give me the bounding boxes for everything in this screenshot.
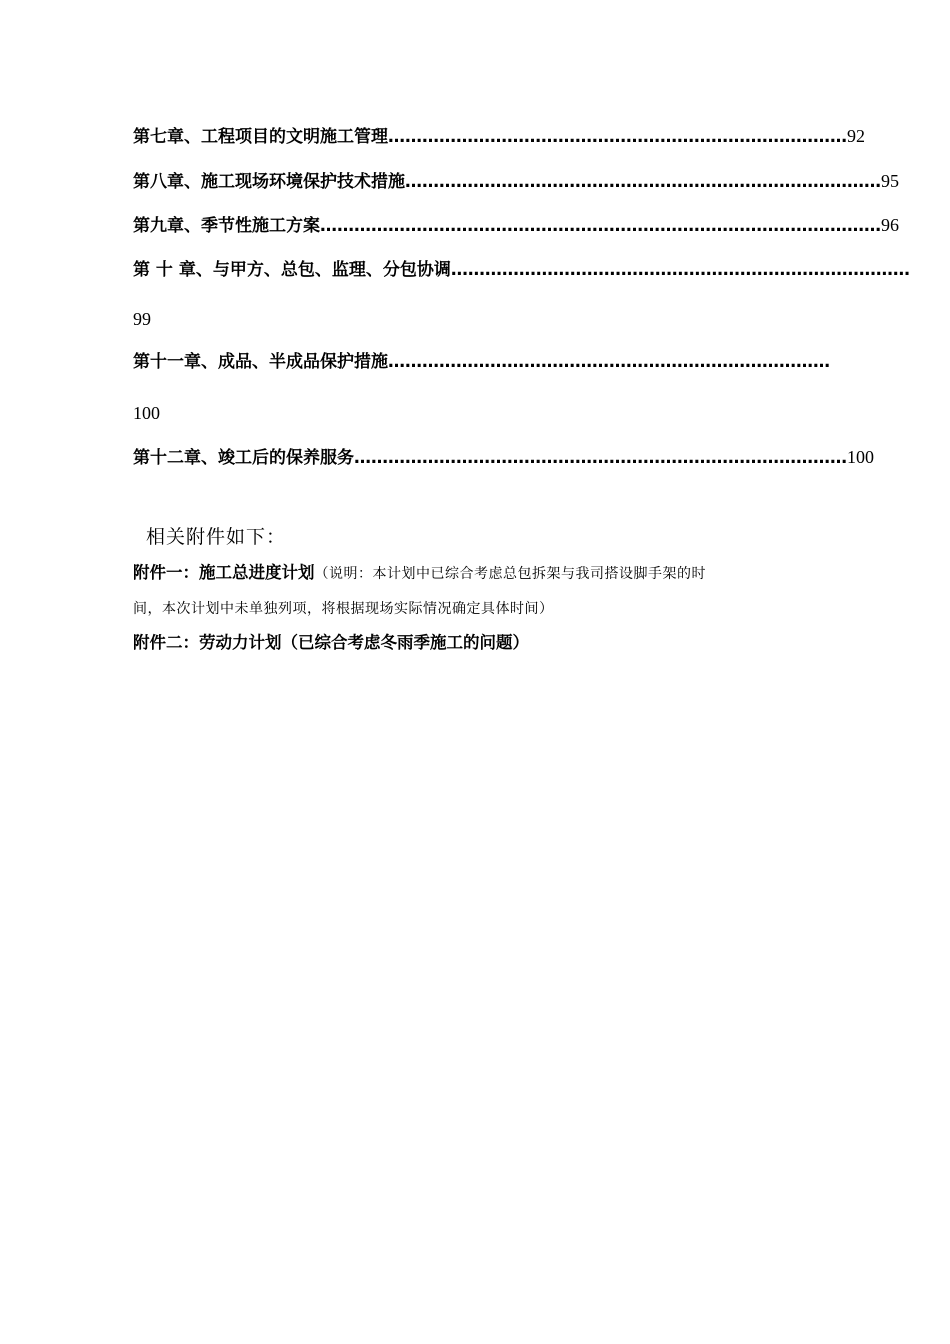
attachments-heading: 相关附件如下： [146, 526, 287, 548]
toc-entry-chapter-7[interactable] [133, 124, 865, 149]
toc-leader-dots: …………………………………………………………………… [388, 352, 830, 372]
toc-leader-dots: ……………………………………………………………………… [388, 127, 847, 147]
toc-entry-chapter-12[interactable] [133, 445, 874, 470]
toc-entry-title: 第十二章、竣工后的保养服务 [133, 448, 354, 468]
toc-page-number: 92 [847, 126, 865, 146]
toc-leader-dots: ……………………………………………………………………… [450, 260, 910, 280]
attachment-1-label: 附件一：施工总进度计划 [133, 563, 315, 582]
toc-entry-title: 第七章、工程项目的文明施工管理 [133, 127, 388, 147]
toc-leader-dots: …………………………………………………………………………… [354, 448, 847, 468]
toc-entry-title: 第 十 章、与甲方、总包、监理、分包协调 [133, 260, 451, 280]
toc-entry-chapter-9[interactable] [133, 213, 899, 238]
toc-entry-chapter-10[interactable] [133, 258, 910, 282]
toc-leader-dots: ………………………………………………………………………… [405, 172, 881, 192]
attachment-1-note-line-2: 间，本次计划中未单独列项，将根据现场实际情况确定具体时间） [133, 601, 554, 617]
toc-entry-chapter-11[interactable] [133, 350, 830, 374]
toc-entry-title: 第八章、施工现场环境保护技术措施 [133, 172, 405, 192]
toc-leader-dots: ……………………………………………………………………………………… [320, 216, 881, 236]
attachment-1-note: （说明：本计划中已综合考虑总包拆架与我司搭设脚手架的时 [314, 566, 706, 582]
attachment-2[interactable] [133, 632, 529, 654]
toc-entry-chapter-8[interactable] [133, 169, 899, 194]
toc-entry-title: 第十一章、成品、半成品保护措施 [133, 352, 388, 372]
toc-page-number: 95 [881, 171, 899, 191]
attachment-1[interactable] [133, 562, 706, 585]
toc-page-number: 100 [847, 447, 874, 467]
toc-page-number: 100 [133, 403, 160, 423]
attachment-1-note-continued [133, 597, 554, 620]
toc-page-number: 96 [881, 215, 899, 235]
toc-page-number: 99 [133, 309, 151, 329]
attachment-2-label: 附件二：劳动力计划（已综合考虑冬雨季施工的问题） [133, 633, 529, 652]
toc-entry-title: 第九章、季节性施工方案 [133, 216, 320, 236]
